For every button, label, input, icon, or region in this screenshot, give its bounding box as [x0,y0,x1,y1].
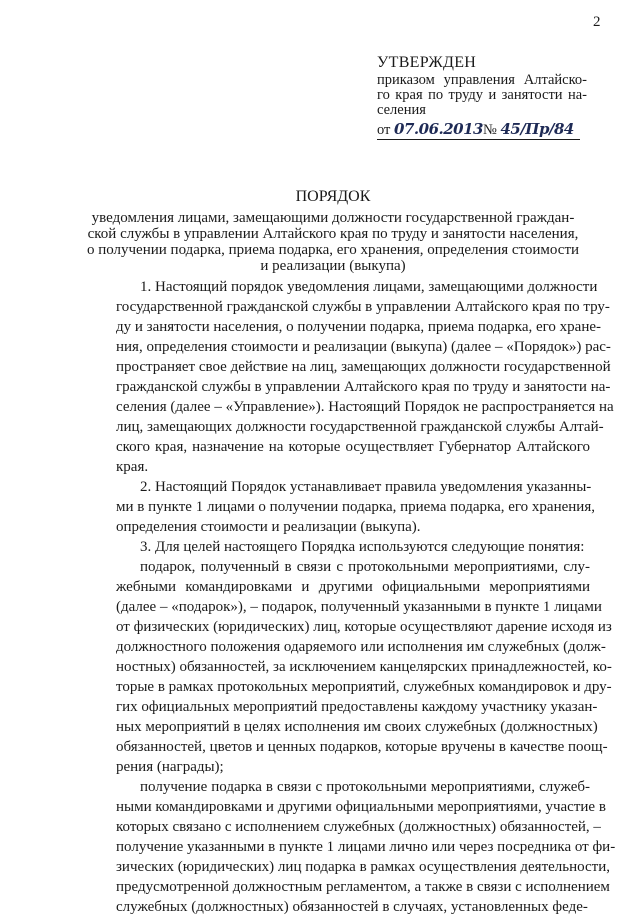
body-line: получение указанными в пункте 1 лицами лично или через посредника от фи- [116,839,616,855]
body-line: жебными командировками и другими официальными мероприятиями [116,579,590,595]
body-line: (далее – «подарок»), – подарок, полученный указанными в пункте 1 лицами [116,599,602,615]
body-line: рения (награды); [116,759,224,775]
body-line: определения стоимости и реализации (выкупа). [116,519,421,535]
handwritten-date: 07.06.2013 [394,120,483,138]
body-line: торые в рамках протокольных мероприятий, служебных командировок и дру- [116,679,612,695]
approval-line: селения [377,102,426,118]
body-line: ду и занятости населения, о получении подарка, приема подарка, его хране- [116,319,602,335]
body-line: гих официальных мероприятий предоставлены каждому участнику указан- [116,699,598,715]
body-line: ными командировками и другими официальными мероприятиями, участие в [116,799,606,815]
order-date-number-line [377,119,580,140]
approval-title: УТВЕРЖДЕН [377,54,477,71]
body-line: пространяет свое действие на лиц, замещающих должности государственной [116,359,611,375]
body-line: лиц, замещающих должности государственной гражданской службы Алтай- [116,419,604,435]
body-line: 1. Настоящий порядок уведомления лицами, замещающими должности [140,279,598,295]
heading-line: уведомления лицами, замещающими должности государственной граждан- [91,210,575,226]
approval-line: приказом управления Алтайско- [377,72,587,88]
document-body [116,277,616,917]
heading-line: ской службы в управлении Алтайского края по труду и занятости населения, [87,226,579,242]
body-line: предусмотренной должностным регламентом, а также в связи с исполнением [116,879,610,895]
body-line: ского края, назначение на которые осуществляет Губернатор Алтайского [116,439,590,455]
number-sign: № [482,122,497,138]
heading-title: ПОРЯДОК [295,188,371,205]
body-line: подарок, полученный в связи с протокольными мероприятиями, слу- [140,559,590,575]
date-prefix: от [377,122,391,138]
body-paragraph [116,477,595,537]
body-line: зических (юридических) лиц подарка в рамках осуществления деятельности, [116,859,611,875]
approval-line: го края по труду и занятости на- [377,87,587,103]
body-line: ми в пункте 1 лицами о получении подарка, приема подарка, его хранения, [116,499,595,515]
page-number: 2 [593,14,601,30]
body-line: получение подарка в связи с протокольными мероприятиями, служеб- [140,779,590,795]
body-line: 3. Для целей настоящего Порядка используются следующие понятия: [140,539,585,555]
body-paragraph [116,777,616,917]
document-heading [80,187,586,274]
body-line: от физических (юридических) лиц, которые осуществляют дарение исходя из [116,619,612,635]
heading-line: о получении подарка, приема подарка, его хранения, определения стоимости [86,242,580,258]
heading-line: и реализации (выкупа) [260,258,406,274]
body-line: селения (далее – «Управление»). Настоящий Порядок не распространяется на [116,399,614,415]
body-line: должностного положения одаряемого или исполнения им служебных (долж- [116,639,606,655]
body-line: ния, определения стоимости и реализации (выкупа) (далее – «Порядок») рас- [116,339,611,355]
body-line: государственной гражданской службы в управлении Алтайского края по тру- [116,299,610,315]
body-line: ных мероприятий в целях исполнения им своих служебных (должностных) [116,719,598,735]
body-line: служебных (должностных) обязанностей в случаях, установленных феде- [116,899,588,915]
approval-stamp-block [377,54,587,140]
body-paragraph [116,537,590,557]
body-line: края. [116,459,149,475]
body-paragraph [116,557,612,777]
body-line: гражданской службы в управлении Алтайского края по труду и занятости на- [116,379,611,395]
body-line: которых связано с исполнением служебных (должностных) обязанностей, – [116,819,601,835]
handwritten-order-number: 45/Пр/84 [500,120,574,138]
body-paragraph [116,277,614,477]
body-line: ностных) обязанностей, за исключением канцелярских принадлежностей, ко- [116,659,612,675]
body-line: обязанностей, цветов и ценных подарков, которые вручены в качестве поощ- [116,739,608,755]
body-line: 2. Настоящий Порядок устанавливает правила уведомления указанны- [140,479,592,495]
